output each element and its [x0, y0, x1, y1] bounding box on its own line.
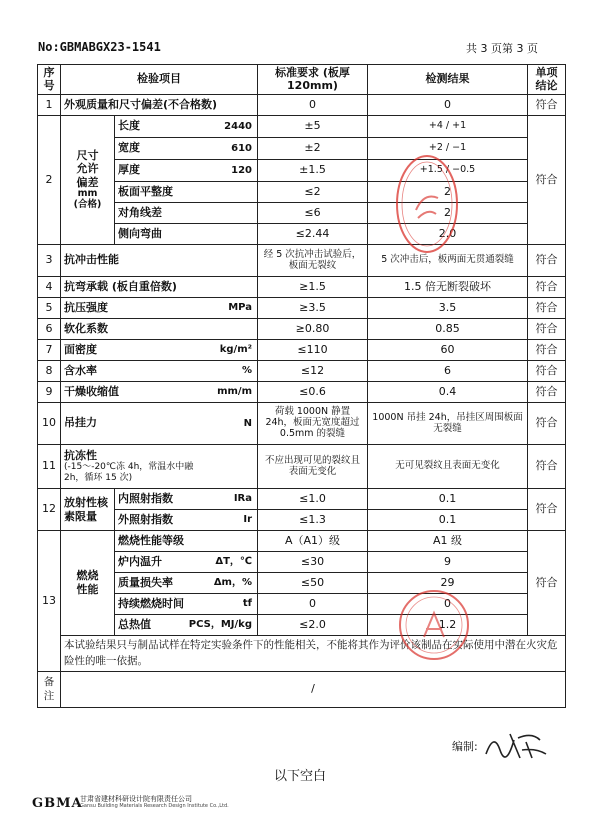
- row-no: 2: [38, 116, 61, 245]
- remark-row: [38, 672, 566, 708]
- table-row: [38, 403, 566, 445]
- report-number: No:GBMABGX23-1541: [38, 40, 161, 54]
- table-row: [38, 594, 566, 615]
- freeze-note: (-15～-20℃冻 4h，常温水中融 2h，循环 15 次): [64, 462, 194, 483]
- sub-result: +2 / −1: [368, 138, 528, 160]
- dimension-group: [61, 116, 115, 245]
- sub-item: 燃烧性能等级: [115, 531, 258, 552]
- row-conclusion: 符合: [528, 319, 566, 340]
- row-item: 干燥收缩值 mm/m: [61, 382, 258, 403]
- table-row: [38, 445, 566, 489]
- header-item: 检验项目: [61, 65, 258, 95]
- row-item: 抗压强度 MPa: [61, 298, 258, 319]
- sub-standard: ±2: [258, 138, 368, 160]
- row-no: 12: [38, 489, 61, 531]
- row-result: 0.4: [368, 382, 528, 403]
- sub-standard: ≤2: [258, 182, 368, 203]
- sub-result: 2: [368, 182, 528, 203]
- freeze-label: 抗冻性: [64, 448, 97, 462]
- row-item: 面密度 kg/m²: [61, 340, 258, 361]
- row-item: [61, 445, 258, 489]
- group-note: (合格): [73, 198, 102, 210]
- radiation-group: 放射性核素限量: [61, 489, 115, 531]
- table-row: [38, 552, 566, 573]
- sub-item: 长度 2440: [115, 116, 258, 138]
- sub-item: 炉内温升 ΔT，℃: [115, 552, 258, 573]
- sub-result: 29: [368, 573, 528, 594]
- table-row: [38, 531, 566, 552]
- org-name-en: Gansu Building Materials Research Design Institute Co.,Ltd.: [80, 803, 229, 810]
- row-conclusion: 符合: [528, 445, 566, 489]
- org-name-cn: 甘肃省建材科研设计院有限责任公司: [80, 795, 192, 803]
- row-item: 含水率 %: [61, 361, 258, 382]
- row-no: 5: [38, 298, 61, 319]
- sub-item: 宽度 610: [115, 138, 258, 160]
- row-result: 60: [368, 340, 528, 361]
- table-row: [38, 116, 566, 138]
- sub-standard: ≤2.0: [258, 615, 368, 636]
- row-no: 6: [38, 319, 61, 340]
- sub-standard: ≤30: [258, 552, 368, 573]
- table-row: [38, 510, 566, 531]
- test-results-table: [37, 64, 566, 708]
- row-standard: ≥3.5: [258, 298, 368, 319]
- row-result: 1000N 吊挂 24h，吊挂区周围板面无裂缝: [368, 403, 528, 445]
- row-no: 13: [38, 531, 61, 672]
- sub-item: 内照射指数 IRa: [115, 489, 258, 510]
- row-standard: ≤110: [258, 340, 368, 361]
- row-no: 11: [38, 445, 61, 489]
- row-no: 10: [38, 403, 61, 445]
- table-row: [38, 489, 566, 510]
- row-standard: ≥1.5: [258, 277, 368, 298]
- sub-item: 外照射指数 Ir: [115, 510, 258, 531]
- sub-standard: ≤6: [258, 203, 368, 224]
- row-result: 0: [368, 95, 528, 116]
- sub-item: 对角线差: [115, 203, 258, 224]
- page-indicator: 共 3 页第 3 页: [466, 42, 538, 55]
- table-row: [38, 382, 566, 403]
- row-conclusion: 符合: [528, 277, 566, 298]
- sub-result: 0.1: [368, 510, 528, 531]
- editor-label: 编制:: [452, 740, 478, 753]
- row-no: 9: [38, 382, 61, 403]
- sub-result: 9: [368, 552, 528, 573]
- table-row: [38, 160, 566, 182]
- row-result: 0.85: [368, 319, 528, 340]
- row-result: 5 次冲击后，板两面无贯通裂缝: [368, 245, 528, 277]
- sub-result: +1.5 / −0.5: [368, 160, 528, 182]
- group-label: 尺寸允许偏差: [76, 149, 99, 189]
- row-standard: 荷载 1000N 静置 24h，板面无宽度超过 0.5mm 的裂缝: [258, 403, 368, 445]
- row-standard: 0: [258, 95, 368, 116]
- row-conclusion: 符合: [528, 531, 566, 636]
- row-no: 7: [38, 340, 61, 361]
- sub-item: 质量损失率 Δm，%: [115, 573, 258, 594]
- fire-statement: 本试验结果只与制品试样在特定实验条件下的性能相关，不能将其作为评价该制品在实际使用中潜在火灾危险性的唯一依据。: [61, 636, 566, 672]
- table-header-row: [38, 65, 566, 95]
- group-unit: mm: [77, 187, 98, 199]
- sub-result: A1 级: [368, 531, 528, 552]
- row-item: 吊挂力 N: [61, 403, 258, 445]
- row-conclusion: 符合: [528, 245, 566, 277]
- row-item: 软化系数: [61, 319, 258, 340]
- sub-standard: 0: [258, 594, 368, 615]
- sub-standard: ≤2.44: [258, 224, 368, 245]
- row-item: 抗冲击性能: [61, 245, 258, 277]
- row-no: 1: [38, 95, 61, 116]
- header-result: 检测结果: [368, 65, 528, 95]
- table-row: [38, 95, 566, 116]
- table-row: [38, 182, 566, 203]
- sub-standard: ≤1.0: [258, 489, 368, 510]
- header-seq: 序号: [38, 65, 61, 95]
- organization-name: [80, 795, 229, 809]
- table-row: [38, 361, 566, 382]
- sub-standard: A（A1）级: [258, 531, 368, 552]
- row-conclusion: 符合: [528, 340, 566, 361]
- sub-item: 厚度 120: [115, 160, 258, 182]
- sub-item: 持续燃烧时间 tf: [115, 594, 258, 615]
- sub-result: 0: [368, 594, 528, 615]
- sub-item: 侧向弯曲: [115, 224, 258, 245]
- combustion-group: 燃烧性能: [61, 531, 115, 636]
- row-standard: 不应出现可见的裂纹且表面无变化: [258, 445, 368, 489]
- sub-standard: ≤50: [258, 573, 368, 594]
- blank-note: 以下空白: [273, 769, 326, 784]
- table-row: [38, 340, 566, 361]
- row-conclusion: 符合: [528, 298, 566, 319]
- sub-result: 2: [368, 203, 528, 224]
- header-conclusion: 单项结论: [528, 65, 566, 95]
- table-row: [38, 203, 566, 224]
- table-row: [38, 298, 566, 319]
- table-row: [38, 573, 566, 594]
- row-conclusion: 符合: [528, 116, 566, 245]
- remark-label: 备注: [38, 672, 61, 708]
- table-row: [38, 615, 566, 636]
- remark-value: /: [61, 672, 566, 708]
- table-row: [38, 277, 566, 298]
- header-standard: 标准要求 (板厚 120mm): [258, 65, 368, 95]
- row-standard: 经 5 次抗冲击试验后，板面无裂纹: [258, 245, 368, 277]
- row-no: 8: [38, 361, 61, 382]
- row-conclusion: 符合: [528, 361, 566, 382]
- row-item: 抗弯承载 (板自重倍数): [61, 277, 258, 298]
- row-no: 3: [38, 245, 61, 277]
- row-result: 3.5: [368, 298, 528, 319]
- sub-result: 0.1: [368, 489, 528, 510]
- row-conclusion: 符合: [528, 489, 566, 531]
- sub-result: 2.0: [368, 224, 528, 245]
- sub-standard: ±1.5: [258, 160, 368, 182]
- row-standard: ≤12: [258, 361, 368, 382]
- sub-item: 总热值 PCS，MJ/kg: [115, 615, 258, 636]
- table-row: [38, 224, 566, 245]
- table-row: [38, 319, 566, 340]
- row-result: 6: [368, 361, 528, 382]
- row-result: 无可见裂纹且表面无变化: [368, 445, 528, 489]
- table-row: [38, 245, 566, 277]
- row-conclusion: 符合: [528, 403, 566, 445]
- sub-item: 板面平整度: [115, 182, 258, 203]
- sub-result: +4 / +1: [368, 116, 528, 138]
- row-standard: ≥0.80: [258, 319, 368, 340]
- sub-standard: ±5: [258, 116, 368, 138]
- row-no: 4: [38, 277, 61, 298]
- row-conclusion: 符合: [528, 382, 566, 403]
- row-conclusion: 符合: [528, 95, 566, 116]
- table-row: [38, 636, 566, 672]
- row-result: 1.5 倍无断裂破坏: [368, 277, 528, 298]
- gbma-logo: GBMA: [32, 796, 83, 811]
- row-standard: ≤0.6: [258, 382, 368, 403]
- row-item: 外观质量和尺寸偏差(不合格数): [61, 95, 258, 116]
- editor-signature: [480, 728, 550, 762]
- sub-result: 1.2: [368, 615, 528, 636]
- table-row: [38, 138, 566, 160]
- sub-standard: ≤1.3: [258, 510, 368, 531]
